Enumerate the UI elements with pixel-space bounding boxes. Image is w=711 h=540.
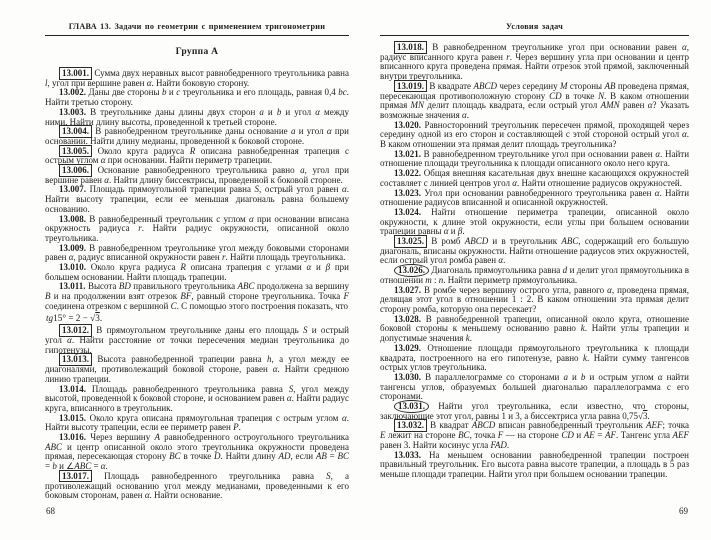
right-page — [380, 22, 689, 516]
problem-number: 13.001. — [59, 67, 92, 80]
problem-number: 13.014. — [59, 383, 86, 394]
problem-text: Найти угол треугольника, если известно, что стороны, заключающие этот угол, равны 1 и 3, а биссектриса угла равна 0,75√3. — [380, 401, 689, 421]
problem-text: Угол при основании равнобедренного треугольника равен α. Найти отношение радиусов вписанной и описанной окружностей. — [380, 187, 690, 208]
problem-text: Около круга описана прямоугольная трапеция с острым углом α. Найти высоту трапеции, если ее периметр равен P. — [45, 412, 349, 433]
problem-text: Найти отношение периметра трапеции, описанной около окружности, к длине этой окружности, если углы при большем основании трапеции равны α и β. — [380, 206, 689, 237]
problem-number: 13.009. — [59, 242, 86, 253]
right-running-head: Условия задач — [380, 22, 689, 36]
problem-number: 13.031. — [394, 400, 429, 413]
left-page — [45, 22, 349, 516]
problem-item — [380, 150, 689, 169]
problem-text: Даны две стороны b и c треугольника и его площадь, равная 0,4 bc. Найти третью сторону. — [45, 87, 349, 108]
problem-item — [380, 344, 689, 373]
problem-number: 13.015. — [59, 412, 86, 423]
problem-text: Отношение площади прямоугольного треугольника к площади квадрата, построенного на его гипотенузе, равно k. Найти сумму тангенсов острых углов треугольника. — [380, 342, 689, 373]
problem-text: Около круга радиуса R описана трапеция с углами α и β при большем основании. Найти площадь трапеции. — [45, 262, 349, 282]
problem-item — [45, 69, 349, 88]
problem-number: 13.021. — [394, 148, 421, 159]
problem-number: 13.029. — [394, 342, 421, 353]
problem-item — [45, 185, 349, 214]
problem-text: В квадрате ABCD через середину M стороны AB проведена прямая, пересекающая противоположную сторону CD в точке N. В каком отношении прямая MN делит площадь квадрата, если острый угол AMN равен α? Указать возможные значения α. — [380, 80, 689, 120]
problem-text: В равнобедренном треугольнике даны основание a и угол α при основании. Найти длину медианы, проведенной к боковой стороне. — [45, 126, 349, 146]
problem-text: В равнобедренный треугольник с углом α при основании вписана окружность радиуса r. Найти радиус окружности, описанной около треугольника. — [45, 213, 349, 243]
problem-item — [45, 282, 349, 311]
problem-text: В равнобедренном треугольнике угол при основании равен α. Найти отношение площади треугольника к площади описанного около него круга. — [380, 148, 690, 169]
problem-text: На меньшем основании равнобедренной трапеции построен правильный треугольник. Его высота равна высоте трапеции, а площадь в 5 раз меньше площади трапеции. Найти угол при большем основании трапеции. — [380, 449, 689, 479]
problem-item — [45, 472, 349, 501]
problem-text: Равносторонний треугольник пересечен прямой, проходящей через середину одной из его сторон и составляющей с этой стороной острый угол α. В каком отношении эта прямая делит площадь треугольника? — [380, 119, 689, 150]
problem-item — [45, 385, 349, 414]
problem-number: 13.032. — [394, 419, 427, 432]
problem-item — [380, 315, 689, 344]
problem-text: Диагональ прямоугольника равна d и делит угол прямоугольника в отношении m : n. Найти периметр прямоугольника. — [380, 265, 689, 285]
problem-number: 13.023. — [394, 187, 421, 198]
problem-number: 13.019. — [394, 80, 427, 93]
left-running-head: ГЛАВА 13. Задачи по геометрии с применением тригонометрии — [45, 22, 349, 36]
problem-number: 13.004. — [59, 125, 92, 138]
problem-text: Общая внешняя касательная двух внешне касающихся окружностей составляет с линией центров угол α. Найти отношение радиусов окружностей. — [380, 168, 689, 188]
right-page-number: 69 — [679, 506, 688, 516]
problem-number: 13.012. — [59, 324, 92, 337]
problem-number: 13.016. — [59, 432, 86, 443]
group-title: Группа А — [175, 47, 219, 57]
problem-number: 13.006. — [59, 164, 92, 177]
problem-item — [380, 286, 689, 315]
problem-text: В равнобедренной трапеции, описанной около круга, отношение боковой стороны к меньшему основанию равно k. Найти углы трапеции и допустимые значения k. — [380, 313, 690, 344]
problem-text: Сумма двух неравных высот равнобедренного треугольника равна l, угол при вершине равен α. Найти боковую сторону. — [45, 68, 349, 88]
problem-item — [380, 237, 689, 266]
problem-number: 13.027. — [394, 284, 421, 295]
problem-formula: tg15° = 2 − √3. — [46, 313, 103, 324]
problem-text: Через вершину A равнобедренного остроугольного треугольника ABC и центр описанной около этого треугольника окружности проведена прямая, пересекающая сторону BC в точке D. Найти длину AD, если AB = BC = b и ∠ABC = α. — [45, 432, 350, 472]
problem-item — [380, 421, 689, 450]
problem-item — [45, 127, 349, 146]
problem-item — [380, 451, 689, 480]
problem-number: 13.018. — [394, 41, 427, 54]
problem-item — [380, 121, 689, 150]
problem-number: 13.033. — [394, 449, 421, 460]
problem-item — [45, 215, 349, 244]
left-page-number: 68 — [46, 506, 55, 516]
problem-item — [380, 82, 689, 121]
problem-text: В ромб ABCD и в треугольник ABC, содержащий его большую диагональ, вписаны окружности. Найти отношение радиусов этих окружностей, если острый угол ромба равен α. — [380, 236, 689, 266]
problem-text: В прямоугольном треугольнике даны его площадь S и острый угол α. Найти расстояние от точки пересечения медиан треугольника до гипотенузы. — [45, 325, 349, 355]
problem-item — [380, 43, 689, 82]
problem-text: В параллелограмме со сторонами a и b и острым углом α найти тангенсы углов, образуемых большей диагональю параллелограмма с его сторонами. — [380, 371, 689, 402]
problem-number: 13.022. — [394, 168, 421, 179]
problem-item — [45, 263, 349, 282]
problem-text: Площадь прямоугольной трапеции равна S, острый угол равен α. Найти высоту трапеции, если ее меньшая диагональ равна большему основанию. — [45, 184, 349, 214]
problem-text: В треугольнике даны длины двух сторон a и b и угол α между ними. Найти длину высоты, проведенной к третьей стороне. — [45, 106, 349, 127]
problem-number: 13.025. — [394, 235, 427, 248]
problem-number: 13.008. — [59, 213, 86, 224]
problem-number: 13.020. — [394, 119, 421, 130]
problem-text: В равнобедренном треугольнике угол между боковыми сторонами равен α, радиус вписанной окружности равен r. Найти площадь треугольника. — [45, 242, 349, 263]
problem-item — [380, 208, 689, 237]
problem-number: 13.002. — [59, 87, 86, 98]
problem-text: Высота BD правильного треугольника ABC продолжена за вершину B и на продолжении взят отрезок BF, равный стороне треугольника. Точка F соединена отрезком с вершиной C. С помощью этого построения показать, что — [45, 281, 349, 311]
problem-number: 13.011. — [59, 281, 86, 292]
problem-number: 13.026. — [394, 264, 429, 277]
problem-item — [45, 244, 349, 263]
problem-number: 13.010. — [59, 262, 86, 273]
left-problem-list — [45, 69, 349, 501]
problem-text: Высота равнобедренной трапеции равна h, а угол между ее диагоналями, противолежащий боковой стороне, равен α. Найти среднюю линию трапеции. — [45, 354, 350, 384]
problem-number: 13.024. — [394, 206, 421, 217]
problem-number: 13.005. — [59, 145, 92, 158]
problem-number: 13.030. — [394, 371, 421, 382]
problem-item — [45, 433, 349, 472]
problem-item — [45, 414, 349, 433]
problem-number: 13.003. — [59, 106, 86, 117]
problem-text: Площадь равнобедренного треугольника равна S, угол между высотой, проведенной к боковой стороне, и основанием равен α. Найти радиус круга, вписанного в треугольник. — [45, 383, 349, 413]
problem-item — [45, 88, 349, 107]
problem-item — [380, 266, 689, 285]
problem-text: Площадь равнобедренного треугольника равна S, а противолежащий основанию угол между медианами, проведенными к его боковым сторонам, равен α. Найти основание. — [45, 470, 349, 501]
problem-text: Около круга радиуса R описана равнобедренная трапеция с острым углом α при основании. Найти периметр трапеции. — [45, 145, 349, 166]
problem-number: 13.017. — [59, 470, 92, 483]
problem-number: 13.007. — [59, 184, 86, 195]
problem-item — [45, 166, 349, 185]
problem-number: 13.013. — [59, 353, 92, 366]
problem-item — [380, 169, 689, 188]
problem-text: В квадрат ABCD вписан равнобедренный треугольник AEF; точка E лежит на стороне BC, точка F — на стороне CD и AE = AF. Тангенс угла AEF равен 3. Найти косинус угла FAD. — [380, 420, 690, 450]
problem-number: 13.028. — [394, 313, 421, 324]
problem-text: В ромбе через вершину острого угла, равного α, проведена прямая, делящая этот угол в отношении 1 : 2. В каком отношении эта прямая делит сторону ромба, которую она пересекает? — [380, 284, 689, 314]
problem-item — [45, 355, 349, 384]
problem-text: Основание равнобедренного треугольника равно a, угол при вершине равен α. Найти длину биссектрисы, проведенной к боковой стороне. — [45, 165, 349, 185]
problem-text: В равнобедренном треугольнике угол при основании равен α, радиус вписанного круга равен r. Через вершину угла при основании и центр вписанного круга проведена прямая. Найти отрезок этой прямой, заключенный внутри треугольника. — [380, 42, 689, 82]
problem-item — [380, 373, 689, 402]
right-problem-list — [380, 43, 689, 480]
problem-item — [45, 326, 349, 355]
problem-item — [380, 189, 689, 208]
